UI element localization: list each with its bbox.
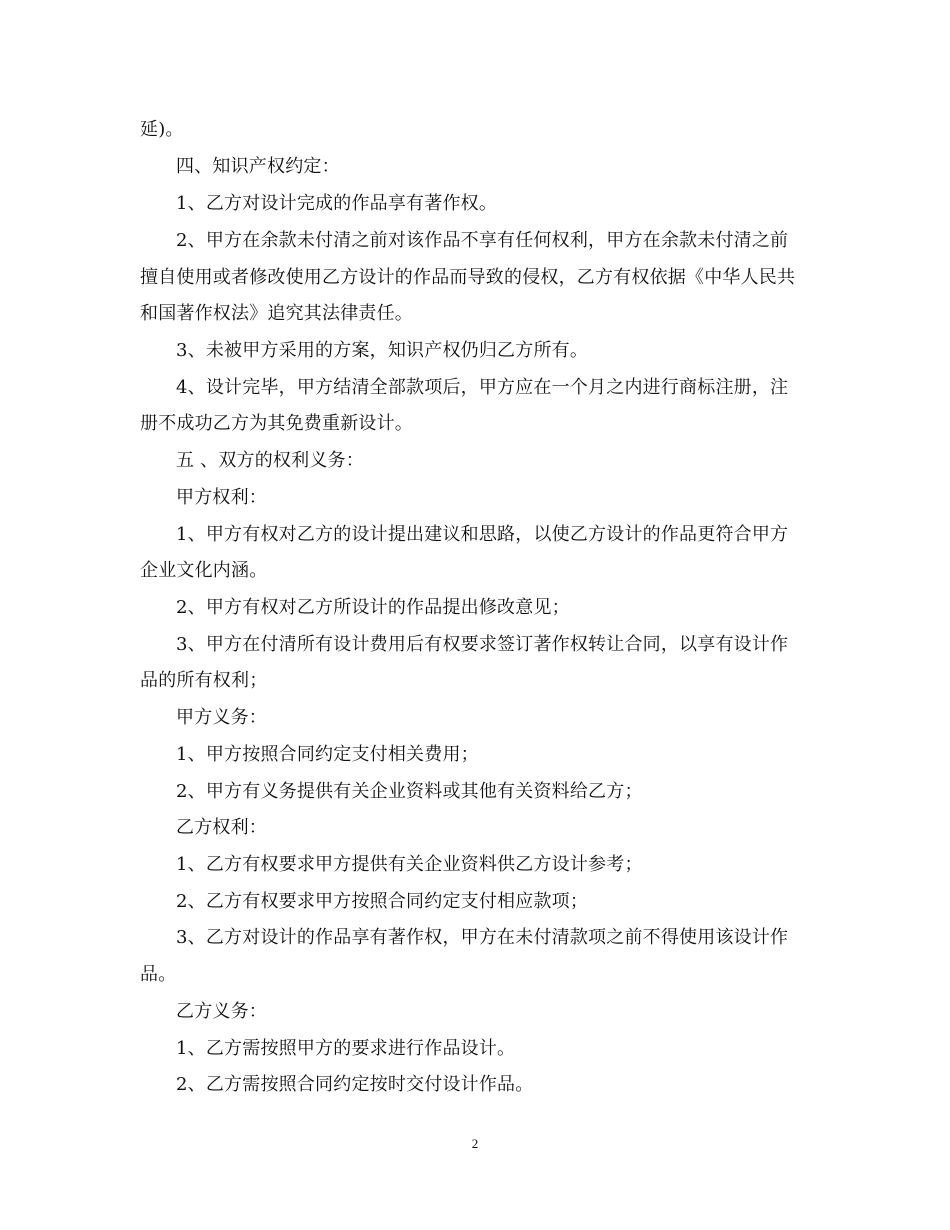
section-heading: 四、知识产权约定：	[176, 156, 340, 177]
text-line: 3、甲方在付清所有设计费用后有权要求签订著作权转让合同，以享有设计作	[176, 634, 789, 655]
text-line: 1、乙方对设计完成的作品享有著作权。	[176, 193, 498, 214]
text-line: 2、甲方在余款未付清之前对该作品不享有任何权利，甲方在余款未付清之前	[176, 230, 789, 251]
subsection-heading: 甲方权利：	[176, 487, 267, 508]
text-line: 册不成功乙方为其免费重新设计。	[140, 413, 413, 434]
page-number: 2	[471, 1136, 479, 1151]
text-line: 1、乙方需按照甲方的要求进行作品设计。	[176, 1038, 516, 1059]
text-line: 1、乙方有权要求甲方提供有关企业资料供乙方设计参考；	[176, 854, 643, 875]
subsection-heading: 乙方权利：	[176, 817, 267, 838]
section-heading: 五 、双方的权利义务：	[176, 450, 364, 471]
subsection-heading: 乙方义务：	[176, 1001, 267, 1022]
text-line: 品的所有权利；	[140, 670, 268, 691]
text-line: 2、乙方需按照合同约定按时交付设计作品。	[176, 1074, 534, 1095]
text-line: 延)。	[140, 119, 184, 140]
subsection-heading: 甲方义务：	[176, 707, 267, 728]
text-line: 2、甲方有义务提供有关企业资料或其他有关资料给乙方；	[176, 781, 643, 802]
text-line: 2、乙方有权要求甲方按照合同约定支付相应款项；	[176, 891, 589, 912]
text-line: 1、甲方有权对乙方的设计提出建议和思路，以使乙方设计的作品更符合甲方	[176, 524, 789, 545]
text-line: 2、甲方有权对乙方所设计的作品提出修改意见；	[176, 597, 570, 618]
text-line: 3、乙方对设计的作品享有著作权，甲方在未付清款项之前不得使用该设计作	[176, 927, 789, 948]
text-line: 1、甲方按照合同约定支付相关费用；	[176, 744, 479, 765]
text-line: 3、未被甲方采用的方案，知识产权仍归乙方所有。	[176, 340, 589, 361]
text-line: 擅自使用或者修改使用乙方设计的作品而导致的侵权，乙方有权依据《中华人民共	[140, 267, 796, 288]
text-line: 4、设计完毕，甲方结清全部款项后，甲方应在一个月之内进行商标注册，注	[176, 377, 789, 398]
text-line: 品。	[140, 964, 177, 985]
text-line: 企业文化内涵。	[140, 560, 268, 581]
text-line: 和国著作权法》追究其法律责任。	[140, 303, 413, 324]
